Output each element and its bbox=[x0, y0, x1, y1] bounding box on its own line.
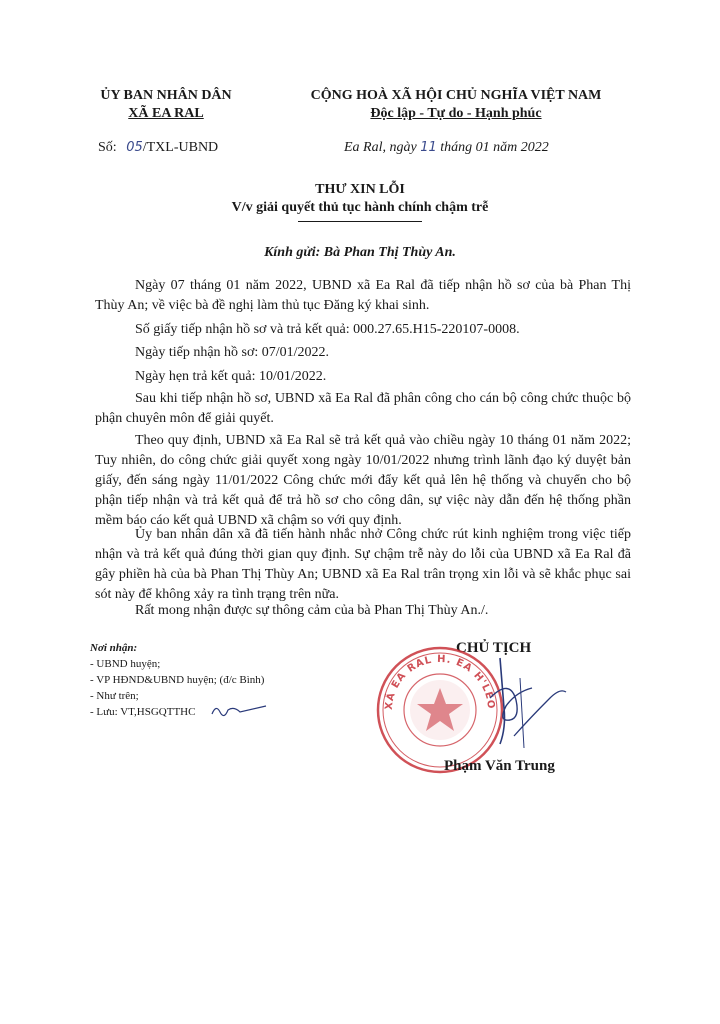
body-paragraph-3: Ngày tiếp nhận hồ sơ: 07/01/2022. bbox=[135, 345, 330, 360]
national-title: CỘNG HOÀ XÃ HỘI CHỦ NGHĨA VIỆT NAM bbox=[310, 88, 602, 103]
number-suffix: /TXL-UBND bbox=[142, 140, 219, 155]
signer-title: CHỦ TỊCH bbox=[456, 640, 532, 656]
issuer-name: ỦY BAN NHÂN DÂN bbox=[100, 88, 232, 103]
subject-divider bbox=[298, 221, 422, 222]
salutation: Kính gửi: Bà Phan Thị Thùy An. bbox=[264, 245, 456, 260]
body-paragraph-6: Theo quy định, UBND xã Ea Ral sẽ trả kết quả vào chiều ngày 10 tháng 01 năm 2022; Tuy nhiên, do công chức giải quyết xong ngày 10/01/2022 nhưng trình lãnh đạo ký duyệt bản giấy, đến sáng ngày 11/01/2022 Công chức mới đẩy kết quả lên hệ thống và chuyển cho bộ phận tiếp nhận và trả kết quả để trả hồ sơ cho công dân, sự việc này dẫn đến hệ thống phần mềm báo cáo kết quả UBND xã chậm so với quy định. bbox=[95, 433, 631, 528]
recipient-archive-text: - Lưu: VT,HSGQTTHC bbox=[90, 706, 196, 718]
recipients-heading: Nơi nhận: bbox=[90, 642, 138, 654]
date-suffix: tháng 01 năm 2022 bbox=[440, 140, 549, 155]
body-paragraph-5: Sau khi tiếp nhận hồ sơ, UBND xã Ea Ral đã phân công cho cán bộ công chức thuộc bộ phận chuyên môn để giải quyết. bbox=[95, 391, 631, 426]
recipient-item: - UBND huyện; bbox=[90, 658, 161, 670]
document-number bbox=[98, 138, 218, 158]
body-paragraph-1: Ngày 07 tháng 01 năm 2022, UBND xã Ea Ral đã tiếp nhận hồ sơ của bà Phan Thị Thùy An; về việc bà đề nghị làm thủ tục Đăng ký khai sinh. bbox=[95, 278, 631, 313]
archive-initial-scribble bbox=[210, 700, 270, 720]
document-date bbox=[344, 138, 549, 158]
national-motto-text: Độc lập - Tự do - Hạnh phúc bbox=[370, 106, 542, 121]
signature-ink bbox=[470, 648, 570, 758]
recipient-item-archive bbox=[90, 704, 195, 720]
recipient-item: - Như trên; bbox=[90, 690, 139, 702]
issuer-commune bbox=[80, 104, 252, 124]
body-paragraph-7: Ủy ban nhân dân xã đã tiến hành nhắc nhở Công chức rút kinh nghiệm trong việc tiếp nhận và trả kết quả đúng thời gian quy định. Sự chậm trễ này do lỗi của UBND xã Ea Ral đã gây phiền hà của bà Phan Thị Thùy An; UBND xã Ea Ral trân trọng xin lỗi và sẽ khắc phục sai sót này để không xảy ra tình trạng trên nữa. bbox=[95, 527, 631, 602]
body-paragraph-8: Rất mong nhận được sự thông cảm của bà Phan Thị Thùy An./. bbox=[135, 603, 489, 618]
letter-title: THƯ XIN LỖI bbox=[315, 182, 405, 197]
date-prefix: Ea Ral, ngày bbox=[344, 140, 417, 155]
national-motto bbox=[276, 104, 636, 124]
date-day-handwritten: 11 bbox=[420, 140, 437, 155]
number-label: Số: bbox=[98, 140, 117, 155]
body-paragraph-4: Ngày hẹn trả kết quả: 10/01/2022. bbox=[135, 369, 327, 384]
number-handwritten: 05 bbox=[126, 140, 143, 155]
issuer-commune-text: XÃ EA RAL bbox=[128, 106, 204, 121]
recipient-item: - VP HĐND&UBND huyện; (đ/c Bình) bbox=[90, 674, 265, 686]
body-paragraph-2: Số giấy tiếp nhận hồ sơ và trả kết quả: 000.27.65.H15-220107-0008. bbox=[135, 322, 520, 337]
svg-text:XÃ EA RAL H. EA H'LEO: XÃ EA RAL H. EA H'LEO bbox=[383, 653, 497, 711]
signer-name: Phạm Văn Trung bbox=[444, 758, 555, 774]
letter-subject: V/v giải quyết thủ tục hành chính chậm trễ bbox=[231, 200, 489, 215]
